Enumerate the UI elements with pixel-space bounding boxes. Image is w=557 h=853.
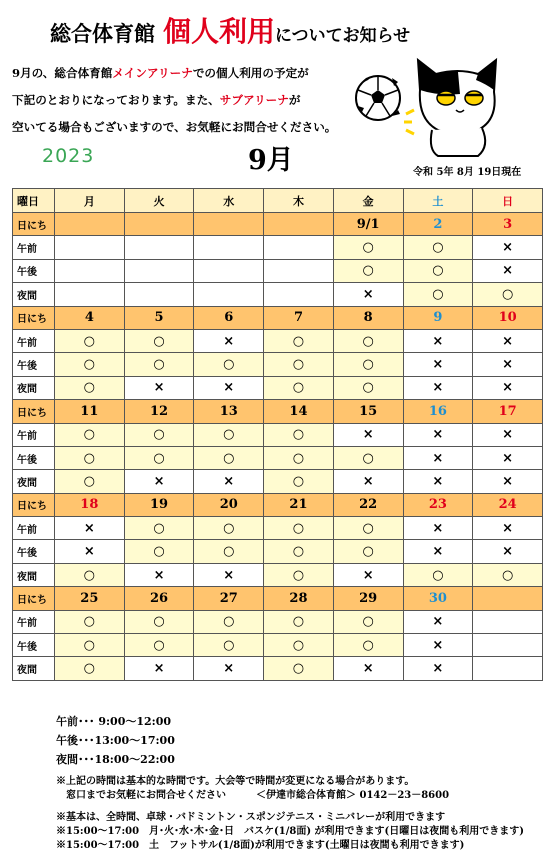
date-cell: 17 bbox=[473, 400, 543, 423]
availability-cell: ○ bbox=[403, 259, 473, 282]
availability-cell: × bbox=[194, 470, 264, 493]
slot-row bbox=[13, 423, 543, 446]
availability-cell: × bbox=[473, 540, 543, 563]
slot-row bbox=[13, 610, 543, 633]
cat-icon bbox=[404, 60, 496, 156]
header-cell: 金 bbox=[333, 189, 403, 213]
time-slots bbox=[56, 712, 175, 769]
availability-cell: × bbox=[124, 470, 194, 493]
availability-cell: ○ bbox=[55, 634, 125, 657]
availability-cell: ○ bbox=[333, 634, 403, 657]
availability-cell: ○ bbox=[194, 353, 264, 376]
availability-cell: × bbox=[473, 446, 543, 469]
availability-cell: × bbox=[473, 517, 543, 540]
slot-row bbox=[13, 329, 543, 352]
date-row-label: 日にち bbox=[13, 306, 55, 329]
intro-line2c: が bbox=[288, 93, 301, 107]
availability-cell: ○ bbox=[55, 610, 125, 633]
title-rest: についてお知らせ bbox=[275, 26, 411, 46]
date-cell: 2 bbox=[403, 213, 473, 236]
availability-cell: ○ bbox=[333, 236, 403, 259]
availability-cell: × bbox=[333, 470, 403, 493]
intro-line2a: 下記のとおりになっております。また、 bbox=[12, 93, 220, 107]
slot-label: 午前 bbox=[13, 329, 55, 352]
date-cell: 21 bbox=[264, 493, 334, 516]
availability-cell: ○ bbox=[55, 470, 125, 493]
availability-cell: × bbox=[403, 329, 473, 352]
date-cell: 22 bbox=[333, 493, 403, 516]
date-cell: 29 bbox=[333, 587, 403, 610]
availability-cell: × bbox=[473, 470, 543, 493]
availability-cell: ○ bbox=[264, 634, 334, 657]
date-cell: 27 bbox=[194, 587, 264, 610]
availability-cell bbox=[55, 283, 125, 306]
availability-cell: ○ bbox=[403, 283, 473, 306]
availability-cell bbox=[473, 657, 543, 680]
slot-label: 夜間 bbox=[13, 563, 55, 586]
slot-row bbox=[13, 446, 543, 469]
slot-label: 午前 bbox=[13, 517, 55, 540]
availability-cell: × bbox=[333, 283, 403, 306]
availability-cell: ○ bbox=[124, 517, 194, 540]
availability-cell: ○ bbox=[333, 376, 403, 399]
slot-row bbox=[13, 353, 543, 376]
page-title bbox=[50, 10, 520, 50]
availability-cell: × bbox=[333, 657, 403, 680]
availability-cell bbox=[473, 634, 543, 657]
availability-cell: ○ bbox=[264, 353, 334, 376]
header-cell: 木 bbox=[264, 189, 334, 213]
time-evening: 夜間･･･18:00～22:00 bbox=[56, 753, 175, 766]
as-of-date: 令和 5年 8月 19日現在 bbox=[413, 167, 522, 178]
date-cell: 13 bbox=[194, 400, 264, 423]
slot-label: 午前 bbox=[13, 423, 55, 446]
availability-cell: × bbox=[124, 657, 194, 680]
slot-row bbox=[13, 283, 543, 306]
month-label: 9月 bbox=[248, 145, 294, 176]
availability-cell bbox=[55, 236, 125, 259]
availability-cell: ○ bbox=[333, 259, 403, 282]
availability-cell: × bbox=[403, 376, 473, 399]
slot-label: 夜間 bbox=[13, 657, 55, 680]
date-cell: 19 bbox=[124, 493, 194, 516]
availability-cell: ○ bbox=[333, 517, 403, 540]
slot-row bbox=[13, 259, 543, 282]
availability-cell: × bbox=[403, 540, 473, 563]
date-cell: 14 bbox=[264, 400, 334, 423]
header-cell: 土 bbox=[403, 189, 473, 213]
date-cell: 12 bbox=[124, 400, 194, 423]
availability-cell: ○ bbox=[194, 446, 264, 469]
availability-cell: × bbox=[194, 376, 264, 399]
availability-cell: ○ bbox=[194, 423, 264, 446]
note-1: ※上記の時間は基本的な時間です。大会等で時間が変更になる場合があります。 bbox=[56, 776, 415, 787]
note-spacer bbox=[56, 803, 524, 811]
slot-row bbox=[13, 470, 543, 493]
availability-cell: ○ bbox=[124, 423, 194, 446]
slot-label: 夜間 bbox=[13, 376, 55, 399]
availability-cell: × bbox=[403, 470, 473, 493]
date-cell: 20 bbox=[194, 493, 264, 516]
availability-cell: ○ bbox=[124, 353, 194, 376]
availability-cell: ○ bbox=[264, 376, 334, 399]
slot-row bbox=[13, 540, 543, 563]
date-row bbox=[13, 587, 543, 610]
availability-cell: ○ bbox=[333, 610, 403, 633]
availability-cell: ○ bbox=[55, 446, 125, 469]
date-cell: 5 bbox=[124, 306, 194, 329]
availability-cell: × bbox=[473, 353, 543, 376]
availability-cell: ○ bbox=[264, 329, 334, 352]
availability-cell: ○ bbox=[124, 610, 194, 633]
title-main: 総合体育館 bbox=[50, 21, 155, 46]
availability-cell: ○ bbox=[55, 376, 125, 399]
availability-cell bbox=[264, 236, 334, 259]
note-3: ※基本は、全時間、卓球・バドミントン・スポンジテニス・ミニバレーが利用できます bbox=[56, 812, 446, 823]
cat-soccer-illustration bbox=[348, 50, 508, 160]
intro-line1a: 9月の、総合体育館 bbox=[12, 66, 113, 80]
availability-cell: ○ bbox=[55, 423, 125, 446]
date-cell bbox=[264, 213, 334, 236]
date-cell: 24 bbox=[473, 493, 543, 516]
slot-row bbox=[13, 376, 543, 399]
availability-cell bbox=[124, 236, 194, 259]
availability-cell: ○ bbox=[55, 563, 125, 586]
availability-cell: ○ bbox=[333, 446, 403, 469]
note-5: ※15:00～17:00 土 フットサル(1/8面)が利用できます(土曜日は夜間も利用できます) bbox=[56, 840, 465, 851]
date-cell: 9/1 bbox=[333, 213, 403, 236]
note-4: ※15:00～17:00 月･火･水･木･金･日 バスケ(1/8面) が利用できます(日曜日は夜間も利用できます) bbox=[56, 826, 525, 837]
slot-row bbox=[13, 236, 543, 259]
date-cell: 9 bbox=[403, 306, 473, 329]
date-row-label: 日にち bbox=[13, 493, 55, 516]
availability-cell: × bbox=[403, 634, 473, 657]
date-row bbox=[13, 493, 543, 516]
date-cell bbox=[124, 213, 194, 236]
date-row bbox=[13, 213, 543, 236]
availability-cell: × bbox=[194, 563, 264, 586]
availability-cell: × bbox=[473, 329, 543, 352]
availability-cell: ○ bbox=[194, 634, 264, 657]
availability-cell: × bbox=[194, 657, 264, 680]
date-cell: 11 bbox=[55, 400, 125, 423]
date-cell: 8 bbox=[333, 306, 403, 329]
date-cell: 10 bbox=[473, 306, 543, 329]
availability-cell: ○ bbox=[333, 329, 403, 352]
availability-cell bbox=[194, 259, 264, 282]
date-row-label: 日にち bbox=[13, 213, 55, 236]
availability-cell: × bbox=[124, 376, 194, 399]
availability-cell bbox=[194, 236, 264, 259]
date-cell: 18 bbox=[55, 493, 125, 516]
availability-cell: ○ bbox=[264, 540, 334, 563]
availability-cell bbox=[264, 283, 334, 306]
availability-cell: × bbox=[55, 517, 125, 540]
date-row bbox=[13, 400, 543, 423]
availability-cell bbox=[194, 283, 264, 306]
slot-label: 夜間 bbox=[13, 470, 55, 493]
availability-cell: × bbox=[473, 259, 543, 282]
header-row bbox=[13, 189, 543, 213]
date-cell: 23 bbox=[403, 493, 473, 516]
availability-cell: ○ bbox=[473, 283, 543, 306]
date-cell bbox=[473, 587, 543, 610]
availability-cell: ○ bbox=[264, 423, 334, 446]
availability-cell: × bbox=[403, 657, 473, 680]
header-cell: 曜日 bbox=[13, 189, 55, 213]
availability-cell: ○ bbox=[264, 610, 334, 633]
slot-label: 夜間 bbox=[13, 283, 55, 306]
availability-cell: ○ bbox=[264, 470, 334, 493]
availability-cell: ○ bbox=[124, 446, 194, 469]
availability-cell: ○ bbox=[55, 353, 125, 376]
availability-cell: ○ bbox=[124, 329, 194, 352]
availability-cell: ○ bbox=[194, 540, 264, 563]
availability-cell: × bbox=[194, 329, 264, 352]
date-cell: 7 bbox=[264, 306, 334, 329]
date-cell: 15 bbox=[333, 400, 403, 423]
slot-label: 午後 bbox=[13, 446, 55, 469]
sub-arena-text: サブアリーナ bbox=[219, 93, 289, 107]
intro-line3: 空いてる場合もございますので、お気軽にお問合せください。 bbox=[12, 120, 337, 134]
availability-cell: × bbox=[55, 540, 125, 563]
date-cell: 6 bbox=[194, 306, 264, 329]
date-cell: 25 bbox=[55, 587, 125, 610]
date-cell: 16 bbox=[403, 400, 473, 423]
date-cell: 28 bbox=[264, 587, 334, 610]
availability-cell: ○ bbox=[333, 353, 403, 376]
header-cell: 月 bbox=[55, 189, 125, 213]
slot-label: 午前 bbox=[13, 236, 55, 259]
header-cell: 火 bbox=[124, 189, 194, 213]
date-cell: 26 bbox=[124, 587, 194, 610]
availability-cell: × bbox=[473, 376, 543, 399]
time-afternoon: 午後･･･13:00～17:00 bbox=[56, 734, 175, 747]
availability-cell bbox=[124, 259, 194, 282]
availability-cell: ○ bbox=[403, 563, 473, 586]
title-highlight: 個人利用 bbox=[163, 15, 276, 48]
date-cell: 4 bbox=[55, 306, 125, 329]
availability-cell bbox=[55, 259, 125, 282]
header-cell: 水 bbox=[194, 189, 264, 213]
slot-row bbox=[13, 634, 543, 657]
availability-cell: × bbox=[403, 353, 473, 376]
slot-label: 午後 bbox=[13, 634, 55, 657]
date-cell bbox=[194, 213, 264, 236]
soccer-ball-icon bbox=[356, 76, 400, 120]
date-cell: 30 bbox=[403, 587, 473, 610]
availability-cell: × bbox=[403, 423, 473, 446]
slot-row bbox=[13, 517, 543, 540]
slot-row bbox=[13, 657, 543, 680]
availability-cell: × bbox=[403, 517, 473, 540]
slot-label: 午後 bbox=[13, 353, 55, 376]
slot-label: 午前 bbox=[13, 610, 55, 633]
availability-cell: × bbox=[333, 423, 403, 446]
availability-cell: ○ bbox=[403, 236, 473, 259]
notes bbox=[56, 775, 524, 853]
slot-label: 午後 bbox=[13, 540, 55, 563]
availability-cell: × bbox=[124, 563, 194, 586]
availability-cell: ○ bbox=[473, 563, 543, 586]
availability-cell: ○ bbox=[55, 329, 125, 352]
availability-cell: ○ bbox=[264, 517, 334, 540]
availability-cell: ○ bbox=[194, 610, 264, 633]
availability-cell bbox=[473, 610, 543, 633]
availability-cell: × bbox=[403, 446, 473, 469]
availability-cell: ○ bbox=[264, 657, 334, 680]
availability-cell: ○ bbox=[264, 446, 334, 469]
availability-cell: ○ bbox=[55, 657, 125, 680]
year-label: 2023 bbox=[42, 145, 95, 167]
slot-row bbox=[13, 563, 543, 586]
availability-cell: × bbox=[403, 610, 473, 633]
date-cell bbox=[55, 213, 125, 236]
availability-cell: × bbox=[473, 423, 543, 446]
header-cell: 日 bbox=[473, 189, 543, 213]
slot-label: 午後 bbox=[13, 259, 55, 282]
schedule-table bbox=[12, 188, 543, 681]
availability-cell bbox=[124, 283, 194, 306]
availability-cell: × bbox=[333, 563, 403, 586]
availability-cell bbox=[264, 259, 334, 282]
date-cell: 3 bbox=[473, 213, 543, 236]
intro-line1c: での個人利用の予定が bbox=[192, 66, 309, 80]
date-row-label: 日にち bbox=[13, 587, 55, 610]
intro-text bbox=[12, 60, 372, 141]
availability-cell: ○ bbox=[194, 517, 264, 540]
availability-cell: ○ bbox=[333, 540, 403, 563]
main-arena-text: メインアリーナ bbox=[112, 66, 193, 80]
note-2: 窓口までお気軽にお問合せください ＜伊達市総合体育館＞ 0142－23－8600 bbox=[56, 790, 450, 801]
date-row bbox=[13, 306, 543, 329]
date-row-label: 日にち bbox=[13, 400, 55, 423]
availability-cell: ○ bbox=[124, 540, 194, 563]
availability-cell: ○ bbox=[124, 634, 194, 657]
availability-cell: × bbox=[473, 236, 543, 259]
time-morning: 午前･･･ 9:00～12:00 bbox=[56, 715, 172, 728]
availability-cell: ○ bbox=[264, 563, 334, 586]
